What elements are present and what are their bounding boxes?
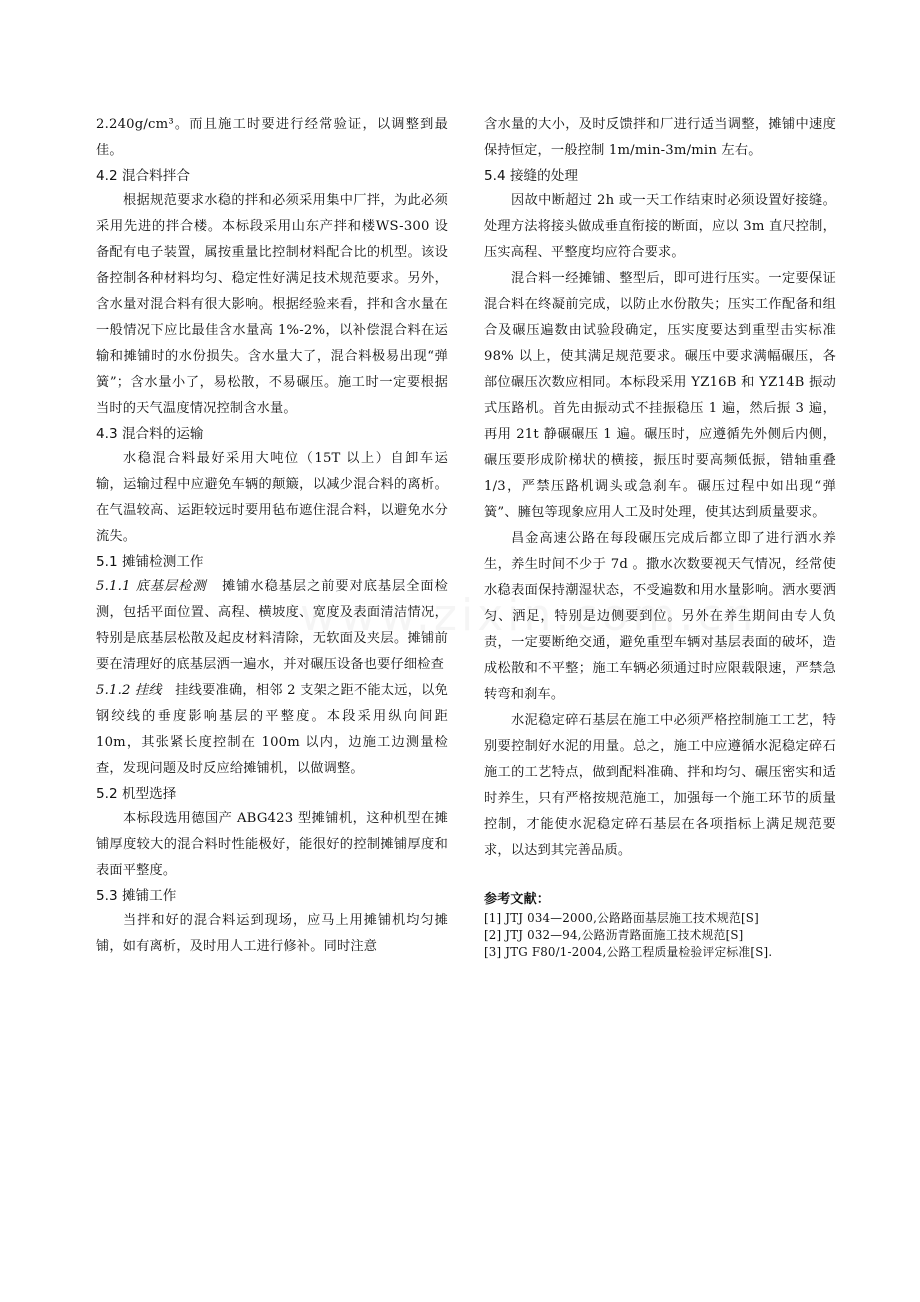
- paragraph-5-1-2-text: 挂线要准确，相邻 2 支架之距不能太远，以免钢绞线的垂度影响基层的平整度。本段采用纵向间距 10m，其张紧长度控制在 100m 以内，边施工边测量检查，发现问题及时反应给摊铺机，以做调整。: [96, 683, 448, 776]
- paragraph-5-3-cont: 含水量的大小，及时反馈拌和厂进行适当调整，摊铺中速度保持恒定，一般控制 1m/min-3m/min 左右。: [484, 117, 836, 158]
- paragraph-5-1-1: [96, 574, 448, 678]
- paragraph-5-1-1-text: 摊铺水稳基层之前要对底基层全面检测，包括平面位置、高程、横坡度、宽度及表面清洁情况，特别是底基层松散及起皮材料清除，无软面及夹层。摊铺前要在清理好的底基层洒一遍水，并对碾压设备也要仔细检查: [96, 579, 448, 672]
- heading-4-2: 4.2 混合料拌合: [96, 168, 190, 184]
- paragraph-5-4-c: 昌金高速公路在每段碾压完成后都立即了进行洒水养生，养生时间不少于 7d 。撒水次数要视天气情况，经常使水稳表面保持潮湿状态，不受遍数和用水量影响。洒水要洒匀、洒足，特别是边侧要到位。另外在养生期间由专人负责，一定要断绝交通，避免重型车辆对基层表面的破坏，造成松散和不平整；施工车辆必须通过时应限载限速，严禁急转弯和刹车。: [484, 531, 836, 702]
- references-title: 参考文献：: [484, 892, 551, 907]
- paragraph-4-3: 水稳混合料最好采用大吨位（15T 以上）自卸车运输，运输过程中应避免车辆的颠簸，以减少混合料的离析。在气温较高、运距较远时要用毡布遮住混合料，以避免水分流失。: [96, 451, 448, 544]
- paragraph-5-3: 当拌和好的混合料运到现场，应马上用摊铺机均匀摊铺，如有离析，及时用人工进行修补。同时注意: [96, 913, 448, 954]
- paragraph-4-2: 根据规范要求水稳的拌和必须采用集中厂拌，为此必须采用先进的拌合楼。本标段采用山东产拌和楼WS-300 设备配有电子装置，属按重量比控制材料配合比的机型。该设备控制各种材料均匀、稳定性好满足技术规范要求。另外，含水量对混合料有很大影响。根据经验来看，拌和含水量在一般情况下应比最佳含水量高 1%-2%，以补偿混合料在运输和摊铺时的水份损失。含水量大了，混合料极易出现“弹簧”；含水量小了，易松散，不易碾压。施工时一定要根据当时的天气温度情况控制含水量。: [96, 193, 448, 416]
- heading-5-4: 5.4 接缝的处理: [484, 168, 578, 184]
- paragraph-5-2: 本标段选用德国产 ABG423 型摊铺机，这种机型在摊铺厚度较大的混合料时性能极好，能很好的控制摊铺厚度和表面平整度。: [96, 811, 448, 878]
- paragraph-density: 2.240g/cm³。而且施工时要进行经常验证，以调整到最佳。: [96, 117, 448, 158]
- left-column: [96, 112, 448, 960]
- paragraph-5-1-2: [96, 678, 448, 782]
- reference-item: [3] JTG F80/1-2004,公路工程质量检验评定标准[S].: [484, 945, 773, 959]
- right-column: [484, 112, 836, 961]
- reference-item: [2] JTJ 032—94,公路沥青路面施工技术规范[S]: [484, 928, 744, 942]
- heading-5-2: 5.2 机型选择: [96, 786, 177, 802]
- heading-4-3: 4.3 混合料的运输: [96, 426, 204, 442]
- heading-5-1: 5.1 摊铺检测工作: [96, 554, 204, 570]
- paragraph-5-4-b: 混合料一经摊铺、整型后，即可进行压实。一定要保证混合料在终凝前完成，以防止水份散失；压实工作配备和组合及碾压遍数由试验段确定，压实度要达到重型击实标准 98% 以上，使其满足规范要求。碾压中要求满幅碾压，各部位碾压次数应相同。本标段采用 YZ16B 和 YZ14B 振动式压路机。首先由振动式不挂振稳压 1 遍，然后振 3 遍，再用 21t 静碾碾压 1 遍。碾压时，应遵循先外侧后内侧，碾压要形成阶梯状的横接，振压时要高频低振，错轴重叠 1/3，严禁压路机调头或急刹车。碾压过程中如出现“弹簧”、臃包等现象应用人工及时处理，使其达到质量要求。: [484, 271, 836, 520]
- paragraph-5-4-a: 因故中断超过 2h 或一天工作结束时必须设置好接缝。处理方法将接头做成垂直衔接的断面，应以 3m 直尺控制，压实高程、平整度均应符合要求。: [484, 193, 836, 260]
- paragraph-5-4-d: 水泥稳定碎石基层在施工中必须严格控制施工工艺，特别要控制好水泥的用量。总之，施工中应遵循水泥稳定碎石施工的工艺特点，做到配料准确、拌和均匀、碾压密实和适时养生，只有严格按规范施工，加强每一个施工环节的质量控制，才能使水泥稳定碎石基层在各项指标上满足规范要求，以达到其完善品质。: [484, 713, 836, 858]
- subheading-5-1-2: 5.1.2 挂线: [96, 683, 162, 698]
- heading-5-3: 5.3 摊铺工作: [96, 888, 177, 904]
- references: [484, 890, 836, 961]
- subheading-5-1-1: 5.1.1 底基层检测: [96, 579, 207, 594]
- reference-item: [1] JTJ 034—2000,公路路面基层施工技术规范[S]: [484, 911, 759, 925]
